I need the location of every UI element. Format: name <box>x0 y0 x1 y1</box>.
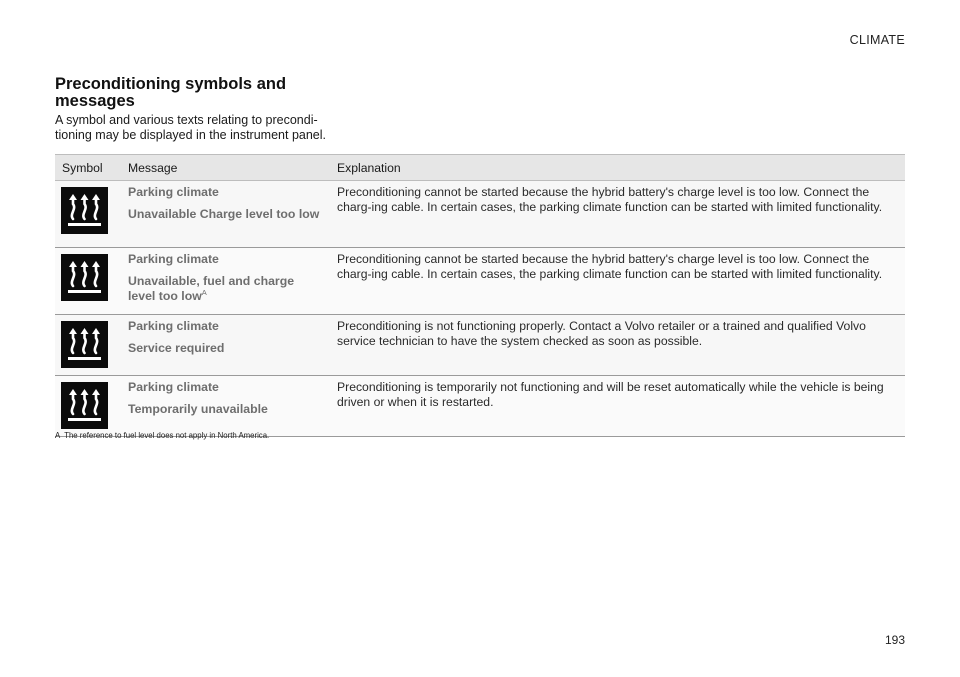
message-subtitle: Unavailable Charge level too low <box>128 207 320 221</box>
page-title: Preconditioning symbols and messages <box>55 75 287 110</box>
rear-heat-icon <box>61 321 108 368</box>
table-row <box>55 315 905 376</box>
rear-heat-icon <box>61 254 108 301</box>
explanation-cell: Preconditioning is temporarily not functioning and will be reset automatically while the vehicle is being driven or when it is restarted. <box>330 376 905 437</box>
explanation-cell: Preconditioning is not functioning properly. Contact a Volvo retailer or a trained and qualified Volvo service technician to have the system checked as soon as possible. <box>330 315 905 376</box>
footnote-mark: A <box>55 431 61 440</box>
symbol-cell <box>55 315 121 376</box>
intro-paragraph: A symbol and various texts relating to precondi-tioning may be displayed in the instrument panel. <box>55 113 326 142</box>
symbols-table <box>55 154 905 437</box>
symbol-cell <box>55 376 121 437</box>
table-header-row <box>55 155 905 181</box>
symbol-cell <box>55 248 121 315</box>
message-title: Parking climate <box>128 319 219 333</box>
table-row <box>55 181 905 248</box>
message-title: Parking climate <box>128 185 219 199</box>
footnote <box>55 431 269 440</box>
message-cell <box>121 248 330 315</box>
column-header-message: Message <box>121 155 330 181</box>
message-title: Parking climate <box>128 252 219 266</box>
symbol-cell <box>55 181 121 248</box>
rear-heat-icon <box>61 187 108 234</box>
explanation-cell: Preconditioning cannot be started because the hybrid battery's charge level is too low. Connect the charg-ing cable. In certain cases, the parking climate function can be started with limited functionality. <box>330 181 905 248</box>
message-subtitle: Service required <box>128 341 225 355</box>
message-subtitle-text: Unavailable, fuel and charge level too low <box>128 274 295 303</box>
column-header-symbol: Symbol <box>55 155 121 181</box>
message-cell <box>121 181 330 248</box>
table-row <box>55 248 905 315</box>
section-label: CLIMATE <box>849 33 905 47</box>
page-number: 193 <box>884 633 905 647</box>
column-header-explanation: Explanation <box>330 155 905 181</box>
footnote-reference: A <box>201 287 207 297</box>
footnote-text: The reference to fuel level does not apply in North America. <box>64 431 270 440</box>
message-cell <box>121 376 330 437</box>
message-title: Parking climate <box>128 380 219 394</box>
rear-heat-icon <box>61 382 108 429</box>
message-subtitle: Temporarily unavailable <box>128 402 268 416</box>
message-subtitle <box>128 274 323 304</box>
table-row <box>55 376 905 437</box>
message-cell <box>121 315 330 376</box>
explanation-cell: Preconditioning cannot be started because the hybrid battery's charge level is too low. Connect the charg-ing cable. In certain cases, the parking climate function can be started with limited functionality. <box>330 248 905 315</box>
